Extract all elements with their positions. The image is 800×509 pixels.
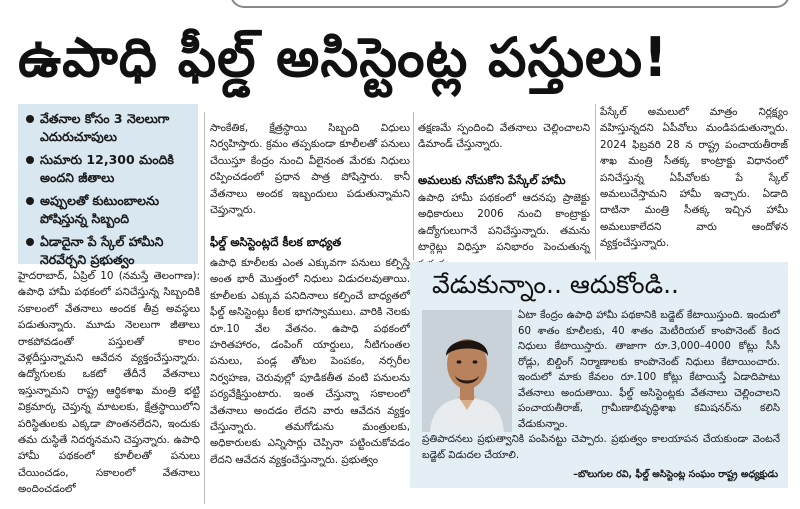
top-decoration <box>0 0 800 12</box>
bullet-icon <box>26 156 34 164</box>
article-column-3: తక్షణమే స్పందించి వేతనాలు చెల్లించాలని డిమాండ్ చేస్తున్నారు. <box>418 122 590 151</box>
highlight-text: సుమారు 12,300 మందికి అందని జీతాలు <box>40 152 174 185</box>
quote-text-cont: ప్రతిపాదనలు ప్రభుత్వానికి పంపినట్టు చెప్పారు. ప్రభుత్వం కాలయాపన చేయకుండా వెంటనే బడ్జెట్ విడుదల చేయాలి. <box>422 434 780 461</box>
quote-box-title: వేడుకున్నాం.. ఆదుకోండి.. <box>432 270 679 299</box>
bullet-icon <box>26 238 34 246</box>
quote-box <box>410 262 788 488</box>
quote-signature: –బొలుగుల రవి, ఫీల్డ్ అసిస్టెంట్ల సంఘం రాష్ట్ర అధ్యక్షుడు <box>573 469 778 480</box>
quote-text: ఏటా కేంద్రం ఉపాధి హామీ పథకానికి బడ్జెట్ కేటాయిస్తుంది. ఇందులో 60 శాతం కూలీలకు, 40 శాతం మెటీరియల్ కాంపొనెంట్ కింద నిధులు కేటాయిస్తారు. తాజాగా రూ.3,000–4000 కోట్లు సీసీ రోడ్లు, బిల్డింగ్ నిర్మాణాలకు కాంపొనెంట్ నిధులు కేటాయించారు. ఇందులో మాకు కేవలం రూ.100 కోట్లు కేటాయిస్తే ఏడాదిపాటు వేతనాలు అందుతాయి. ఫీల్డ్ అసిస్టెంట్లకు వేతనాలు చెల్లించాలని పంచాయతీరాజ్, గ్రామీణాభివృద్ధిశాఖ కమిషనర్‌ను కలిసి వేడుకున్నాం. <box>518 310 780 430</box>
article-column-4: పేస్కేల్ అమలులో మాత్రం నిర్లక్ష్యం వహిస్తున్నదని ఏపీవోలు మండిపడుతున్నారు. 2024 ఫిబ్రవరి 28 న రాష్ట్ర పంచాయతీరాజ్ శాఖ మంత్రి సీతక్క కాంట్రాక్టు విధానంలో పనిచేస్తున్న ఏపీవోలకు పే స్కేల్ అమలుచేస్తామని హామీ ఇచ్చారు. ఏడాది దాటినా మంత్రి సీతక్క ఇచ్చిన హామీ అమలుకాలేదని వారు ఆందోళన వ్యక్తంచేస్తున్నారు. <box>600 106 788 250</box>
highlight-item <box>26 151 192 187</box>
highlight-text: అప్పులతో కుటుంబాలను పోషిస్తున్న సిబ్బంది <box>40 193 160 226</box>
subheading-payscale: అమలుకు నోచుకోని పేస్కేల్ హామీ <box>418 173 566 187</box>
article-column-2-cont: ఉపాధి కూలీలకు ఎంత ఎక్కువగా పనులు కల్పిస్తే అంత భారీ మొత్తంలో నిధులు విడుదలవుతాయి. కూలీలకు ఎక్కువ పనిదినాలు కల్పించే బాధ్యతలో ఫీల్డ్ అసిస్టెంట్లు కీలక భాగస్వాములు. వారికి నెలకు రూ.10 వేల వేతనం. ఉపాధి పథకంలో హరితహారం, డంపింగ్ యార్డులు, నీటిగుంతల పనులు, పండ్ల తోటల పెంపకం, నర్సరీల నిర్వహణ, చెరువుల్లో పూడికతీత వంటి పనులను పర్యవేక్షిస్తుంటారు. ఇంత చేస్తున్నా సకాలంలో వేతనాలు అందడం లేదని వారు ఆవేదన వ్యక్తం చేస్తున్నారు. తమగోడును మంత్రులకు, అధికారులకు ఎన్నిసార్లు చెప్పినా పట్టించుకోవడం లేదని ఆవేదన వ్యక్తంచేస్తున్నారు. ప్రభుత్వం <box>210 257 410 466</box>
column-divider <box>204 112 205 504</box>
column-divider <box>413 112 414 260</box>
subheading-field-assistants: ఫీల్డ్ అసిస్టెంట్లదే కీలక బాధ్యత <box>210 235 342 249</box>
article-column-2: సాంకేతిక, క్షేత్రస్థాయి సిబ్బంది విధులు నిర్వహిస్తారు. క్రమం తప్పకుండా కూలీలతో పనులు చేయిస్తూ కేంద్రం నుంచి వీలైనంత మేరకు నిధులు రప్పించడంలో ప్రధాన పాత్ర పోషిస్తారు. కానీ వేతనాలు అందక ఇబ్బందులు పడుతున్నామని చెప్తున్నారు. <box>210 122 410 217</box>
highlight-item <box>26 233 192 269</box>
highlight-text: వేతనాల కోసం 3 నెలలుగా ఎదురుచూపులు <box>40 111 170 144</box>
bullet-icon <box>26 115 34 123</box>
bullet-icon <box>26 197 34 205</box>
highlight-item <box>26 192 192 228</box>
highlight-text: ఏడాదైనా పే స్కేల్ హామీని నెరవేర్చని ప్రభుత్వం <box>40 234 164 267</box>
person-portrait-icon <box>422 310 512 432</box>
highlight-item <box>26 110 192 146</box>
portrait-photo <box>422 310 512 432</box>
highlights-box <box>18 104 198 267</box>
headline: ఉపాధి ఫీల్డ్ అసిస్టెంట్ల పస్తులు! <box>18 26 669 89</box>
article-column-3-cont: ఉపాధి హామీ పథకంలో ఆదనపు ప్రాజెక్టు అధికారులు 2006 నుంచి కాంట్రాక్టు ఉద్యోగులుగానే పనిచేస్తున్నారు. తమను టార్గెట్లు విధిస్తూ పనిభారం పెంచుతున్న <box>418 192 590 254</box>
column-divider <box>595 104 596 260</box>
top-arc <box>230 0 790 8</box>
article-column-1: హైదరాబాద్, ఏప్రిల్ 10 (నమస్తే తెలంగాణ): ఉపాధి హామీ పథకంలో పనిచేస్తున్న సిబ్బందికి సకాలంలో వేతనాలు అందక తీవ్ర అవస్థలు పడుతున్నారు. మూడు నెలలుగా జీతాలు రాకపోవడంతో పస్తులతో కాలం వెళ్లదీస్తున్నామని ఆవేదన వ్యక్తంచేస్తున్నారు. ఉద్యోగులకు ఒకటో తేదీనే వేతనాలు ఇస్తున్నామని రాష్ట్ర ఆర్థికశాఖ మంత్రి భట్టి విక్రమార్క చెప్తున్న మాటలకు, క్షేత్రస్థాయిలోని పరిస్థితులకు ఎక్కడా పొంతనలేదని, ఇందుకు తమ దుస్థితే నిదర్శనమని చెప్తున్నారు. ఉపాధి హామీ పథకంలో కూలీలతో పనులు చేయించడం, సకాలంలో వేతనాలు అందించడంలో <box>18 270 200 496</box>
